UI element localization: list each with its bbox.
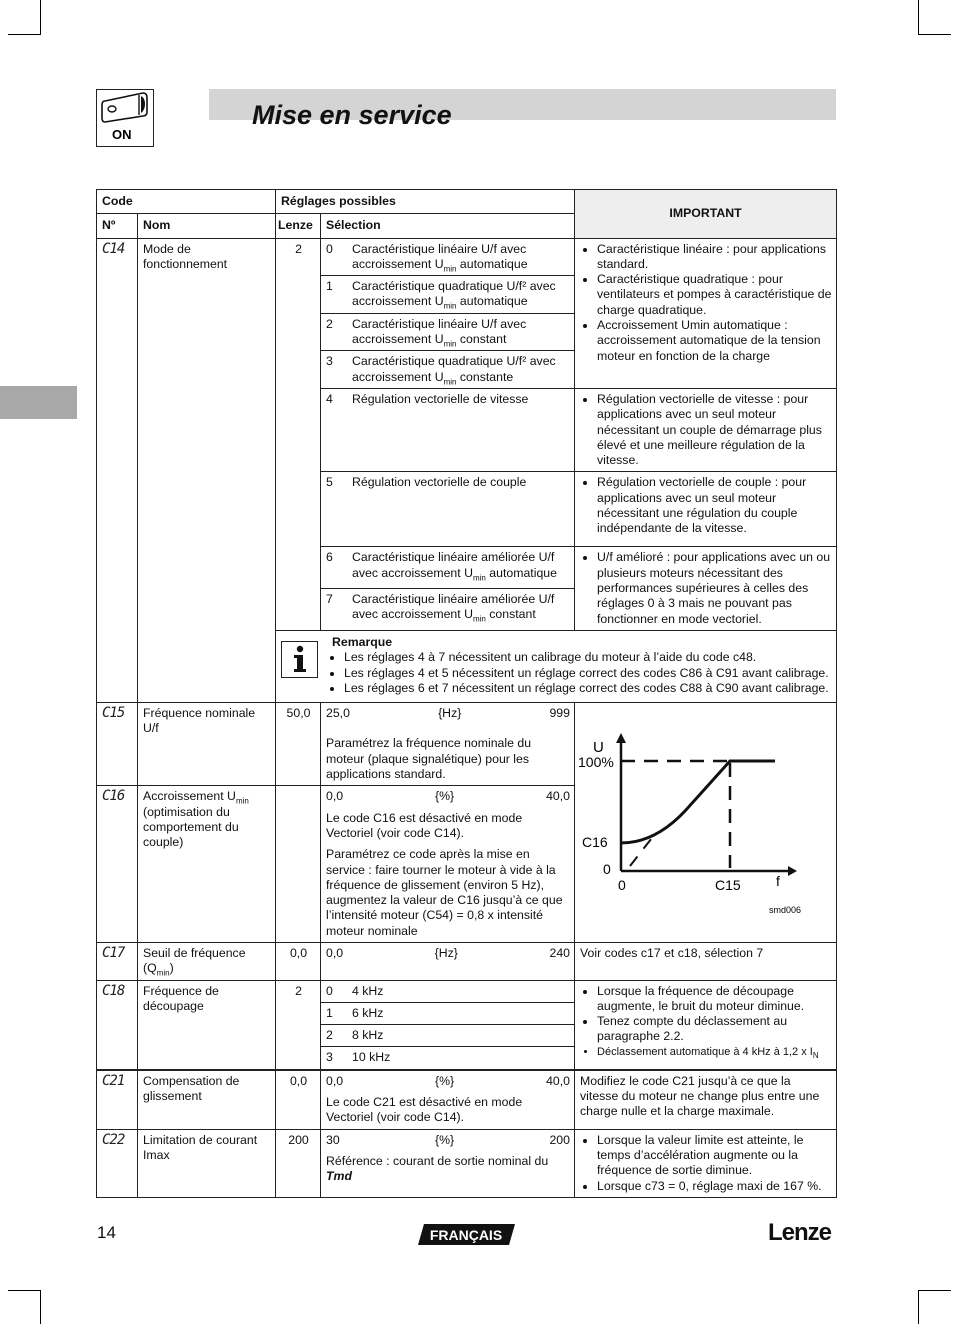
table-row [97,1129,837,1197]
setting-c17: 0,0 {Hz} 240 [321,942,575,980]
axis-label-f: f [776,873,780,890]
list-item: • U/f amélioré : pour applications avec un ou plusieurs moteurs nécessitant des performances supérieures à celles des réglages 0 à 3 mais ne pouvant pas fonctionner en mode vectoriel. [597,550,832,626]
label-c16: C16 [582,834,608,851]
header-lenze: Lenze [276,214,321,238]
list-item: • Les réglages 4 et 5 nécessitent un réglage correct des codes C86 à C91 avant calibrage. [344,666,829,681]
language-label: FRANÇAIS [429,1227,503,1243]
figure-reference: smd006 [769,905,802,916]
crop-mark [8,1290,41,1291]
header-code: Code [97,190,276,214]
list-item: • Caractéristique quadratique : pour ventilateurs et pompes à caractéristique de charge quadratique. [597,272,832,318]
code-c21: C21 [97,1070,138,1129]
selection-item: 0 Caractéristique linéaire U/f avec accroissement $U_{min}$ automatique [321,238,575,276]
crop-mark [40,0,41,34]
label-zero-y: 0 [603,861,611,878]
crop-mark [8,34,41,35]
crop-mark [40,1290,41,1324]
label-zero-x: 0 [618,877,626,894]
selection-item: 1 Caractéristique quadratique U/f² avec accroissement $U_{min}$ automatique [321,276,575,314]
selection-item: 1 6 kHz [321,1002,575,1024]
label-100pct: 100% [578,754,614,771]
header-important: IMPORTANT [575,190,837,239]
setting-c16: 0,0 {%} 40,0 Le code C16 est désactivé en mode Vectoriel (voir code C14). Paramétrez ce code après la mise en service : faire tourner le moteur à vide à la fréquence de glissement (environ 5 Hz), augmentez la valeur de C16 jusqu’à ce que l’intensité moteur (C54) = 0,8 x intensité moteur nominale [321,786,575,943]
description: Le code C21 est désactivé en mode Vectoriel (voir code C14). [326,1095,523,1125]
code-c14: C14 [97,238,138,703]
table-row [97,1070,837,1129]
selection-item: 6 Caractéristique linéaire améliorée U/f avec accroissement $U_{min}$ automatique [321,547,575,589]
description: Paramétrez la fréquence nominale du moteur (plaque signalétique) pour les applications standard. [326,736,532,782]
brand-logo: Lenze [768,1219,832,1246]
lenze-c22: 200 [276,1129,321,1197]
language-badge [418,1224,515,1245]
selection-item: 4 Régulation vectorielle de vitesse [321,388,575,471]
name-c22: Limitation de courant Imax [138,1129,276,1197]
list-item: • Les réglages 4 à 7 nécessitent un calibrage du moteur à l’aide du code c48. [344,650,829,665]
lenze-c18: 2 [276,980,321,1070]
name-c14: Mode de fonctionnement [138,238,276,703]
code-c18: C18 [97,980,138,1070]
name-c16: Accroissement $U_{min}$ (optimisation du comportement du couple) [138,786,276,943]
crop-mark [918,1290,951,1291]
selection-item: 3 10 kHz [321,1047,575,1070]
table-row [97,238,837,276]
power-switch-on-icon [96,89,154,147]
important-c22 [575,1129,837,1197]
setting-c21: 0,0 {%} 40,0 Le code C21 est désactivé en mode Vectoriel (voir code C14). [321,1070,575,1129]
important-c21: Modifiez le code C21 jusqu’à ce que la vitesse du moteur ne change plus entre une charge nulle et la charge maximale. [575,1070,837,1129]
list-item: • Caractéristique linéaire : pour applications standard. [597,242,832,273]
table-row [97,942,837,980]
list-item: • Régulation vectorielle de couple : pour applications avec un seul moteur nécessitant une régulation du couple indépendante de la vitesse. [597,475,832,536]
crop-mark [918,0,919,34]
page-number: 14 [97,1223,116,1242]
list-item: • Lorsque c73 = 0, réglage maxi de 167 %. [597,1179,832,1194]
selection-item: 7 Caractéristique linéaire améliorée U/f avec accroissement $U_{min}$ constant [321,589,575,631]
important-c14-d [575,547,837,630]
description: Référence : courant de sortie nominal du Tmd [326,1153,549,1184]
list-item: • Tenez compte du déclassement au paragraphe 2.2. [597,1014,832,1045]
code-c17: C17 [97,942,138,980]
selection-item: 2 Caractéristique linéaire U/f avec accroissement $U_{min}$ constant [321,313,575,351]
table-header-row [97,190,837,214]
list-item: • Déclassement automatique à 4 kHz à 1,2 x $I_N$ [597,1045,832,1060]
lenze-c17: 0,0 [276,942,321,980]
list-item: • Accroissement Umin automatique : accroissement automatique de la tension moteur en fonction de la charge [597,318,832,364]
name-c18: Fréquence de découpage [138,980,276,1070]
description: Le code C16 est désactivé en mode Vectoriel (voir code C14). [326,810,523,840]
lenze-c21: 0,0 [276,1070,321,1129]
selection-item: 5 Régulation vectorielle de couple [321,472,575,547]
crop-mark [918,34,951,35]
selection-item: 2 8 kHz [321,1025,575,1047]
name-c15: Fréquence nominale U/f [138,703,276,786]
name-c21: Compensation de glissement [138,1070,276,1129]
description: Paramétrez ce code après la mise en service : faire tourner le moteur à vide à la fréquence de glissement (environ 5 Hz), augmentez la valeur de C16 jusqu’à ce que l’intensité moteur (C54) = 0,8 x intensité moteur nominale [326,847,563,938]
code-c16: C16 [97,786,138,943]
note-title: Remarque [332,634,393,649]
list-item: • Régulation vectorielle de vitesse : pour applications avec un seul moteur nécessitant un couple de démarrage plus élevé et une meilleure régulation de la vitesse. [597,392,832,468]
header-no: Nº [97,214,138,238]
page-title: Mise en service [252,100,452,130]
list-item: • Les réglages 6 et 7 nécessitent un réglage correct des codes C88 à C90 avant calibrage. [344,681,829,696]
note-c14 [276,630,837,702]
name-c17: Seuil de fréquence $(Q_{min})$ [138,942,276,980]
important-c18 [575,980,837,1070]
parameter-table [96,189,837,1198]
code-c15: C15 [97,703,138,786]
list-item: • Lorsque la valeur limite est atteinte, le temps d’accélération augmente ou la fréquence de sortie diminue. [597,1133,832,1179]
selection-item: 0 4 kHz [321,980,575,1002]
important-c14-a [575,238,837,388]
selection-item: 3 Caractéristique quadratique U/f² avec accroissement $U_{min}$ constante [321,351,575,389]
axis-label-u: U [593,739,604,757]
lenze-c16 [276,786,321,943]
header-name: Nom [138,214,276,238]
table-row [97,980,837,1002]
table-row [97,703,837,786]
header-settings: Réglages possibles [276,190,575,214]
setting-c15: 25,0 {Hz} 999 Paramétrez la fréquence nominale du moteur (plaque signalétique) pour les applications standard. [321,703,575,786]
voltage-frequency-diagram [575,703,837,943]
section-tab [0,386,77,419]
lenze-c15: 50,0 [276,703,321,786]
important-c14-b [575,388,837,471]
info-icon [281,641,318,678]
label-c15: C15 [715,877,741,894]
code-c22: C22 [97,1129,138,1197]
header-selection: Sélection [321,214,575,238]
crop-mark [918,1290,919,1324]
important-c14-c [575,472,837,547]
on-label: ON [112,127,132,142]
important-c17: Voir codes c17 et c18, sélection 7 [575,942,837,980]
list-item: • Lorsque la fréquence de découpage augmente, le bruit du moteur diminue. [597,984,832,1015]
lenze-c14: 2 [276,238,321,630]
setting-c22: 30 {%} 200 Référence : courant de sortie nominal du Tmd [321,1129,575,1197]
